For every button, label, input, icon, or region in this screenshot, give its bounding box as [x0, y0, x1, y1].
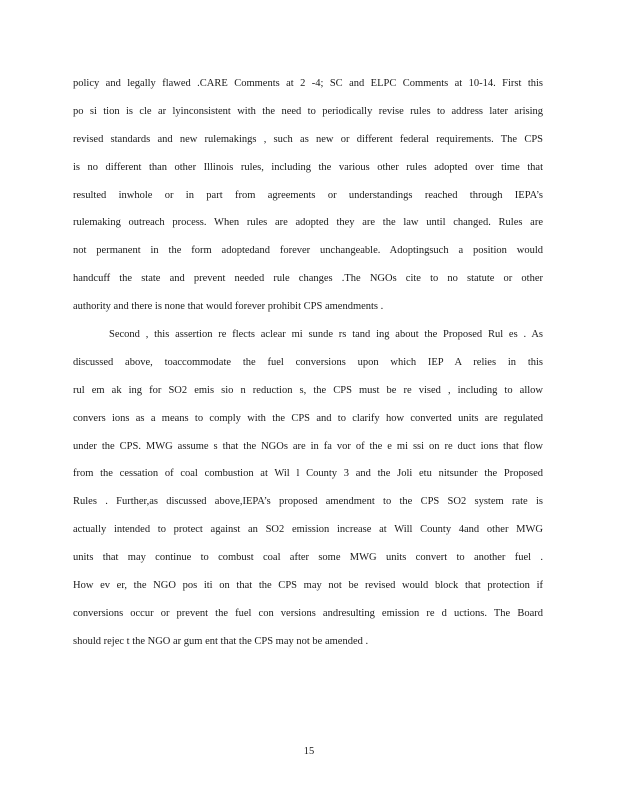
- text-line: from the cessation of coal combustion at Wil l County 3 and the Joli etu nitsunder the Proposed: [73, 468, 543, 480]
- page-number: 15: [303, 746, 315, 757]
- text-line: discussed above, toaccommodate the fuel conversions upon which IEP A relies in this: [73, 356, 543, 368]
- text-line: actually intended to protect against an SO2 emission increase at Will County 4and other MWG: [73, 524, 543, 536]
- text-line: Second , this assertion re flects aclear mi sunde rs tand ing about the Proposed Rul es . As: [109, 329, 543, 341]
- text-line: handcuff the state and prevent needed rule changes .The NGOs cite to no statute or other: [73, 273, 543, 285]
- text-line: conversions occur or prevent the fuel con versions andresulting emission re d uctions. The Board: [73, 607, 543, 619]
- text-line: convers ions as a means to comply with the CPS and to clarify how converted units are regulated: [73, 412, 543, 424]
- text-line: resulted inwhole or in part from agreements or understandings reached through IEPA’s: [73, 189, 543, 201]
- text-line: under the CPS. MWG assume s that the NGOs are in fa vor of the e mi ssi on re duct ions that flow: [73, 440, 543, 452]
- text-line: revised standards and new rulemakings , such as new or different federal requirements. The CPS: [73, 133, 543, 145]
- text-line: not permanent in the form adoptedand forever unchangeable. Adoptingsuch a position would: [73, 245, 543, 257]
- text-line: should rejec t the NGO ar gum ent that the CPS may not be amended .: [73, 635, 369, 647]
- text-line: units that may continue to combust coal after some MWG units convert to another fuel .: [73, 552, 543, 564]
- body-text: [73, 70, 543, 656]
- text-line: po si tion is cle ar lyinconsistent with the need to periodically revise rules to address later arising: [73, 105, 543, 117]
- paragraph-2: [73, 321, 543, 656]
- paragraph-1: [73, 70, 543, 321]
- text-line: authority and there is none that would forever prohibit CPS amendments .: [73, 301, 384, 313]
- text-line: Rules . Further,as discussed above,IEPA’s proposed amendment to the CPS SO2 system rate is: [73, 496, 543, 508]
- text-line: policy and legally flawed .CARE Comments at 2 -4; SC and ELPC Comments at 10-14. First this: [73, 78, 543, 89]
- text-line: rul em ak ing for SO2 emis sio n reduction s, the CPS must be re vised , including to allow: [73, 384, 543, 396]
- text-line: is no different than other Illinois rules, including the various other rules adopted over time that: [73, 161, 543, 173]
- text-line: rulemaking outreach process. When rules are adopted they are the law until changed. Rules are: [73, 217, 543, 229]
- text-line: How ev er, the NGO pos iti on that the CPS may not be revised would block that protection if: [73, 580, 543, 592]
